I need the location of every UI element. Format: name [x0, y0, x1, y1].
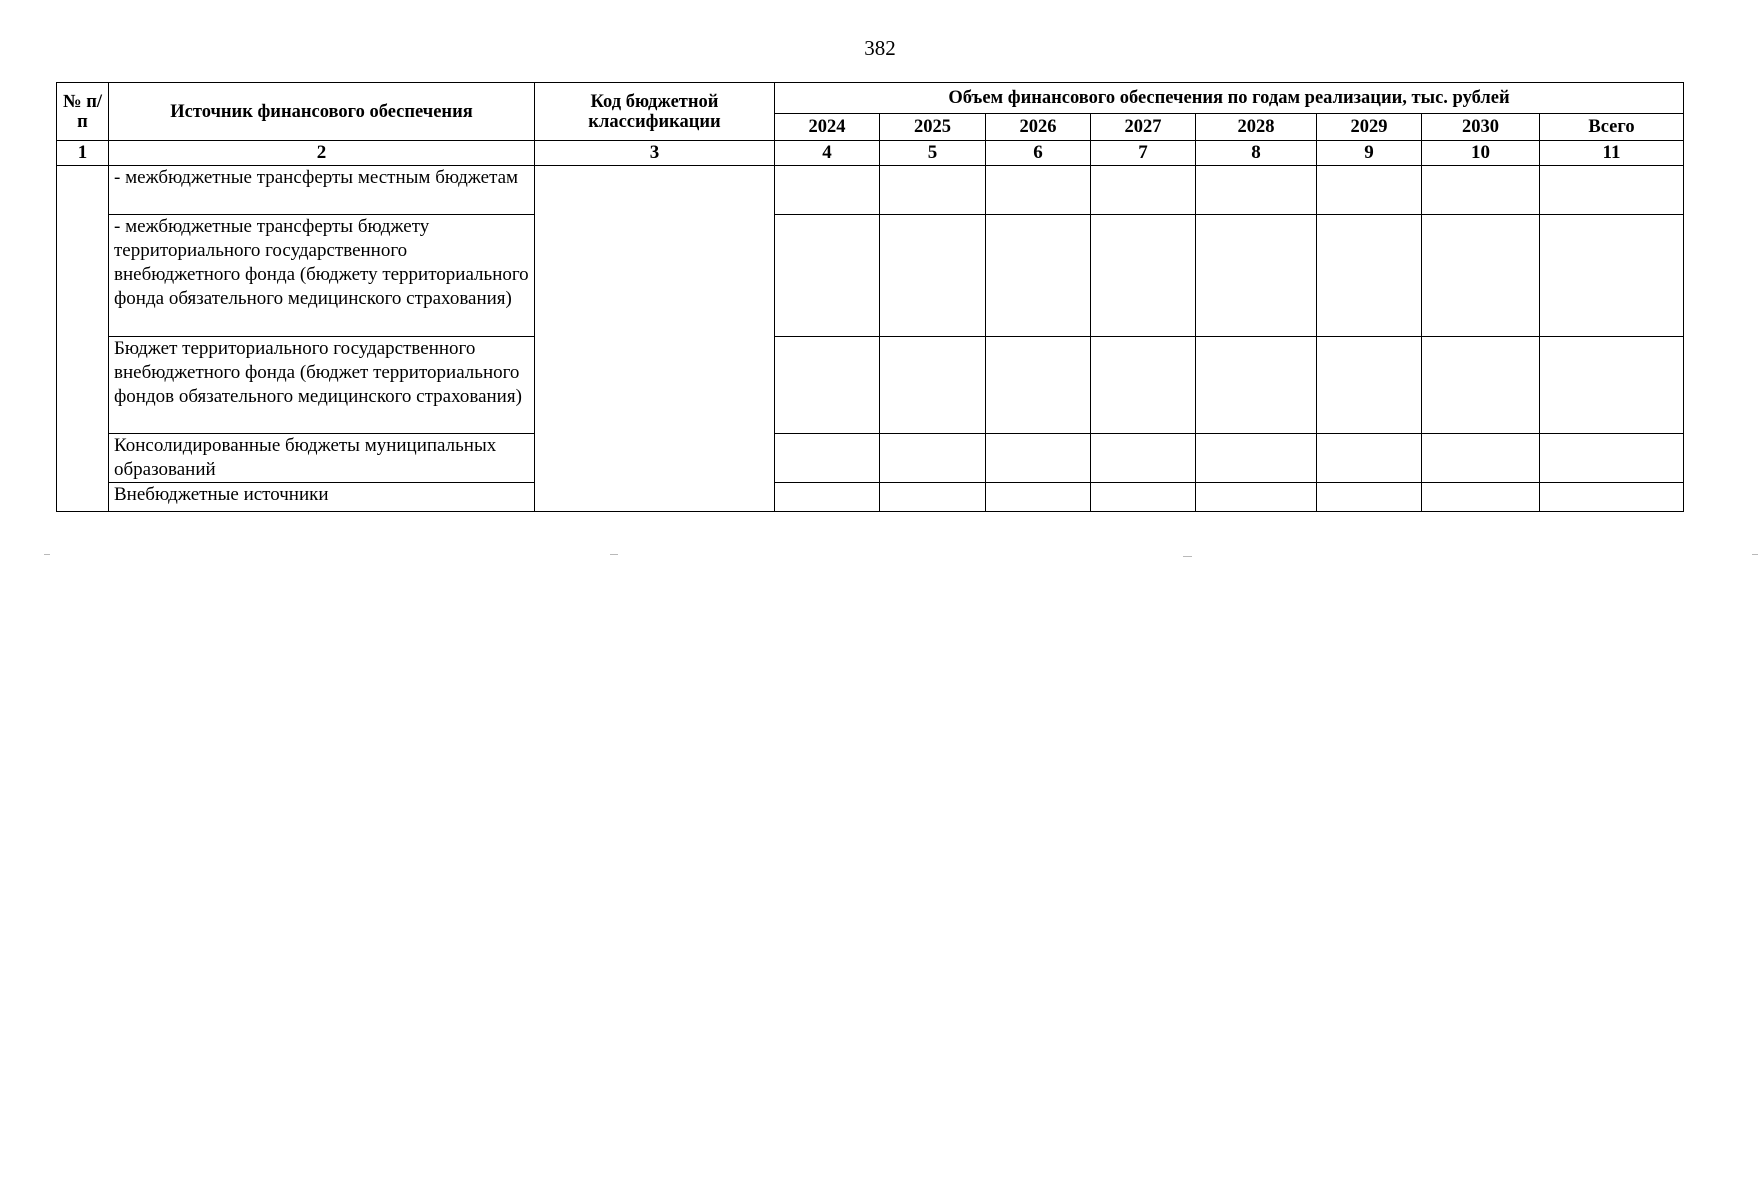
header-year: 2029 [1317, 114, 1422, 141]
header-year: 2024 [775, 114, 880, 141]
source-cell: Внебюджетные источники [109, 483, 535, 512]
header-source: Источник финансового обеспечения [109, 83, 535, 141]
value-cell [880, 166, 986, 215]
total-cell [1540, 166, 1684, 215]
value-cell [1196, 166, 1317, 215]
value-cell [986, 215, 1091, 337]
num-cell-merged [57, 166, 109, 512]
total-cell [1540, 434, 1684, 483]
header-year: 2028 [1196, 114, 1317, 141]
code-cell-merged [535, 166, 775, 512]
value-cell [880, 483, 986, 512]
value-cell [1091, 215, 1196, 337]
value-cell [986, 166, 1091, 215]
value-cell [775, 434, 880, 483]
column-number: 4 [775, 141, 880, 166]
total-cell [1540, 337, 1684, 434]
value-cell [1317, 337, 1422, 434]
value-cell [1196, 215, 1317, 337]
total-cell [1540, 215, 1684, 337]
page-number: 382 [864, 36, 896, 60]
value-cell [986, 434, 1091, 483]
scan-speck [44, 554, 50, 555]
table-row [57, 166, 1684, 215]
value-cell [1422, 483, 1540, 512]
table-row [57, 483, 1684, 512]
column-number: 3 [535, 141, 775, 166]
value-cell [880, 337, 986, 434]
column-number: 2 [109, 141, 535, 166]
value-cell [1422, 337, 1540, 434]
value-cell [1317, 215, 1422, 337]
value-cell [880, 434, 986, 483]
value-cell [1317, 483, 1422, 512]
value-cell [1196, 337, 1317, 434]
column-number: 8 [1196, 141, 1317, 166]
column-number: 5 [880, 141, 986, 166]
header-year: 2026 [986, 114, 1091, 141]
value-cell [775, 166, 880, 215]
header-year: 2027 [1091, 114, 1196, 141]
value-cell [775, 337, 880, 434]
value-cell [1317, 434, 1422, 483]
value-cell [1196, 434, 1317, 483]
value-cell [986, 337, 1091, 434]
total-cell [1540, 483, 1684, 512]
value-cell [1422, 215, 1540, 337]
header-volume: Объем финансового обеспечения по годам реализации, тыс. рублей [775, 83, 1684, 114]
value-cell [1091, 166, 1196, 215]
header-code: Код бюджетной классификации [535, 83, 775, 141]
header-year: 2025 [880, 114, 986, 141]
header-num: № п/п [57, 83, 109, 141]
value-cell [1091, 434, 1196, 483]
value-cell [1091, 483, 1196, 512]
column-number: 9 [1317, 141, 1422, 166]
table-row [57, 337, 1684, 434]
column-number: 7 [1091, 141, 1196, 166]
column-number: 10 [1422, 141, 1540, 166]
value-cell [1317, 166, 1422, 215]
value-cell [775, 215, 880, 337]
value-cell [880, 215, 986, 337]
scan-speck [610, 554, 618, 555]
table-row [57, 434, 1684, 483]
scan-speck [1183, 556, 1192, 557]
header-total: Всего [1540, 114, 1684, 141]
column-number: 11 [1540, 141, 1684, 166]
column-number: 6 [986, 141, 1091, 166]
value-cell [1422, 166, 1540, 215]
header-year: 2030 [1422, 114, 1540, 141]
financing-table [56, 82, 1684, 512]
value-cell [1196, 483, 1317, 512]
source-cell: - межбюджетные трансферты бюджету территориального государственного внебюджетного фонда (бюджету территориального фонда обязательного медицинского страхования) [109, 215, 535, 337]
table-row [57, 215, 1684, 337]
source-cell: - межбюджетные трансферты местным бюджетам [109, 166, 535, 215]
scan-speck [1752, 554, 1758, 555]
value-cell [986, 483, 1091, 512]
value-cell [775, 483, 880, 512]
value-cell [1091, 337, 1196, 434]
value-cell [1422, 434, 1540, 483]
source-cell: Консолидированные бюджеты муниципальных образований [109, 434, 535, 483]
source-cell: Бюджет территориального государственного внебюджетного фонда (бюджет территориального фондов обязательного медицинского страхования) [109, 337, 535, 434]
column-number: 1 [57, 141, 109, 166]
